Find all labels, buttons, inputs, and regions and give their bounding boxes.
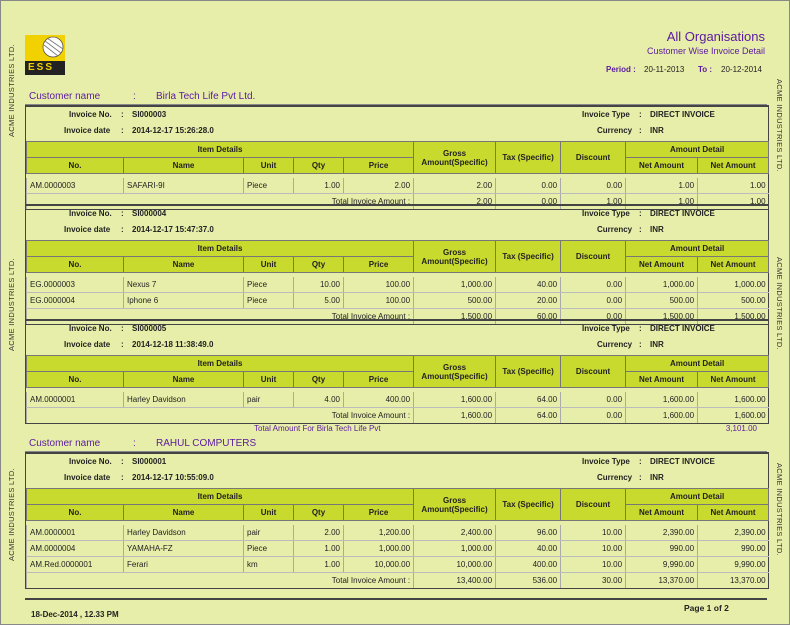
invoice-date-value: 2014-12-18 11:38:49.0 [132, 340, 214, 349]
cell-unit: Piece [244, 293, 294, 309]
cell-no: AM.Red.0000001 [27, 557, 124, 573]
cell-tax: 0.00 [496, 178, 561, 194]
colon: : [133, 91, 136, 102]
currency-label: Currency [597, 340, 633, 349]
total-discount: 0.00 [561, 309, 626, 325]
tax-header: Tax (Specific) [496, 356, 561, 388]
page-number: Page 1 of 2 [684, 603, 729, 613]
invoice-type-label: Invoice Type [582, 457, 630, 466]
invoice-no-value: SI000001 [132, 457, 167, 466]
customer-name-value: RAHUL COMPUTERS [156, 438, 257, 449]
cell-price: 100.00 [344, 277, 414, 293]
name-header: Name [124, 158, 244, 174]
cell-name: YAMAHA-FZ [124, 541, 244, 557]
cell-qty: 1.00 [294, 178, 344, 194]
cell-no: AM.0000001 [27, 525, 124, 541]
name-header: Name [124, 257, 244, 273]
total-tax: 64.00 [496, 408, 561, 424]
items-table [26, 488, 769, 588]
net-amount-header: Net Amount [626, 257, 698, 273]
cell-discount: 10.00 [561, 525, 626, 541]
total-tax: 0.00 [496, 194, 561, 210]
gross-header: Gross Amount(Specific) [414, 356, 496, 388]
customer-header [25, 437, 767, 452]
cell-gross: 2,400.00 [414, 525, 496, 541]
invoice-no-label: Invoice No. [69, 110, 112, 119]
side-text-right-1: ACME INDUSTRIES LTD. [775, 79, 784, 172]
unit-header: Unit [244, 158, 294, 174]
cell-no: AM.0000004 [27, 541, 124, 557]
cell-gross: 1,600.00 [414, 392, 496, 408]
cell-tax: 64.00 [496, 392, 561, 408]
total-discount: 0.00 [561, 408, 626, 424]
invoice-no-label: Invoice No. [69, 457, 112, 466]
amount-detail-header: Amount Detail [626, 241, 769, 257]
cell-net: 9,990.00 [698, 557, 769, 573]
colon: : [639, 473, 642, 482]
total-label: Total Invoice Amount : [27, 573, 414, 589]
item-details-header: Item Details [27, 489, 414, 505]
invoice-type-label: Invoice Type [582, 209, 630, 218]
invoice-no-value: SI000005 [132, 324, 167, 333]
total-discount: 30.00 [561, 573, 626, 589]
printed-date: 18-Dec-2014 , 12.33 PM [31, 610, 119, 619]
currency-label: Currency [597, 225, 633, 234]
cell-discount: 0.00 [561, 293, 626, 309]
table-row [27, 178, 769, 194]
items-table [26, 355, 769, 423]
cell-price: 100.00 [344, 293, 414, 309]
side-text-right-2: ACME INDUSTRIES LTD. [775, 257, 784, 350]
price-header: Price [344, 158, 414, 174]
cell-net: 1.00 [626, 178, 698, 194]
cell-net: 500.00 [698, 293, 769, 309]
logo-text: ESS [28, 62, 55, 73]
amount-detail-header: Amount Detail [626, 142, 769, 158]
total-gross: 1,600.00 [414, 408, 496, 424]
currency-label: Currency [597, 126, 633, 135]
colon: : [121, 225, 124, 234]
cell-discount: 0.00 [561, 392, 626, 408]
cell-net: 1,600.00 [698, 392, 769, 408]
unit-header: Unit [244, 505, 294, 521]
invoice-type-value: DIRECT INVOICE [650, 110, 715, 119]
total-gross: 13,400.00 [414, 573, 496, 589]
cell-net: 990.00 [698, 541, 769, 557]
invoice-block [25, 319, 769, 424]
total-net: 1,600.00 [626, 408, 698, 424]
total-tax: 60.00 [496, 309, 561, 325]
cell-net: 1.00 [698, 178, 769, 194]
report-title: All Organisations [666, 29, 765, 44]
colon: : [121, 209, 124, 218]
cell-qty: 10.00 [294, 277, 344, 293]
net-amount-header: Net Amount [626, 372, 698, 388]
table-row [27, 541, 769, 557]
colon: : [121, 457, 124, 466]
cell-gross: 1,000.00 [414, 277, 496, 293]
net-amount-header: Net Amount [626, 158, 698, 174]
table-row [27, 277, 769, 293]
cell-price: 10,000.00 [344, 557, 414, 573]
tax-header: Tax (Specific) [496, 241, 561, 273]
invoice-type-value: DIRECT INVOICE [650, 209, 715, 218]
cell-net: 1,000.00 [698, 277, 769, 293]
no-header: No. [27, 505, 124, 521]
side-text-left-1: ACME INDUSTRIES LTD. [7, 44, 16, 137]
grand-total-value: 3,101.00 [725, 424, 757, 433]
colon: : [121, 340, 124, 349]
currency-value: INR [650, 126, 664, 135]
colon: : [121, 473, 124, 482]
cell-net: 500.00 [626, 293, 698, 309]
colon: : [121, 110, 124, 119]
item-details-header: Item Details [27, 142, 414, 158]
cell-name: Ferari [124, 557, 244, 573]
net-amount-header: Net Amount [698, 257, 769, 273]
invoice-no-label: Invoice No. [69, 209, 112, 218]
cell-qty: 2.00 [294, 525, 344, 541]
tax-header: Tax (Specific) [496, 142, 561, 174]
cell-gross: 10,000.00 [414, 557, 496, 573]
invoice-date-value: 2014-12-17 10:55:09.0 [132, 473, 214, 482]
unit-header: Unit [244, 257, 294, 273]
customer-name-label: Customer name [29, 438, 101, 449]
total-label: Total Invoice Amount : [27, 309, 414, 325]
cell-name: Iphone 6 [124, 293, 244, 309]
invoice-date-label: Invoice date [64, 473, 111, 482]
cell-discount: 10.00 [561, 541, 626, 557]
net-amount-header: Net Amount [698, 372, 769, 388]
cell-net: 1,000.00 [626, 277, 698, 293]
total-row [27, 573, 769, 589]
item-details-header: Item Details [27, 241, 414, 257]
customer-header [25, 90, 767, 105]
unit-header: Unit [244, 372, 294, 388]
currency-value: INR [650, 340, 664, 349]
colon: : [121, 324, 124, 333]
cell-unit: Piece [244, 178, 294, 194]
amount-detail-header: Amount Detail [626, 489, 769, 505]
side-text-right-3: ACME INDUSTRIES LTD. [775, 463, 784, 556]
invoice-type-value: DIRECT INVOICE [650, 457, 715, 466]
cell-gross: 500.00 [414, 293, 496, 309]
total-net: 13,370.00 [698, 573, 769, 589]
side-text-left-3: ACME INDUSTRIES LTD. [7, 468, 16, 561]
discount-header: Discount [561, 142, 626, 174]
invoice-block [25, 452, 769, 589]
cell-tax: 40.00 [496, 541, 561, 557]
customer-name-value: Birla Tech Life Pvt Ltd. [156, 91, 256, 102]
table-row [27, 557, 769, 573]
cell-gross: 2.00 [414, 178, 496, 194]
name-header: Name [124, 372, 244, 388]
invoice-date-value: 2014-12-17 15:47:37.0 [132, 225, 214, 234]
invoice-block [25, 204, 769, 325]
cell-discount: 0.00 [561, 277, 626, 293]
currency-label: Currency [597, 473, 633, 482]
cell-name: SAFARI-9I [124, 178, 244, 194]
colon: : [639, 324, 642, 333]
total-net: 1.00 [698, 194, 769, 210]
cell-qty: 1.00 [294, 557, 344, 573]
gross-header: Gross Amount(Specific) [414, 241, 496, 273]
cell-net: 990.00 [626, 541, 698, 557]
cell-price: 2.00 [344, 178, 414, 194]
total-net: 1,500.00 [626, 309, 698, 325]
colon: : [639, 110, 642, 119]
period-label: Period : [606, 65, 636, 74]
cell-gross: 1,000.00 [414, 541, 496, 557]
cell-discount: 10.00 [561, 557, 626, 573]
no-header: No. [27, 257, 124, 273]
total-gross: 2.00 [414, 194, 496, 210]
colon: : [133, 438, 136, 449]
items-table [26, 240, 769, 324]
discount-header: Discount [561, 489, 626, 521]
price-header: Price [344, 372, 414, 388]
cell-unit: pair [244, 525, 294, 541]
invoice-no-value: SI000003 [132, 110, 167, 119]
cell-no: AM.0000003 [27, 178, 124, 194]
net-amount-header: Net Amount [626, 505, 698, 521]
qty-header: Qty [294, 505, 344, 521]
period-to: 20-12-2014 [721, 65, 762, 74]
side-text-left-2: ACME INDUSTRIES LTD. [7, 258, 16, 351]
discount-header: Discount [561, 241, 626, 273]
table-row [27, 392, 769, 408]
cell-net: 9,990.00 [626, 557, 698, 573]
no-header: No. [27, 158, 124, 174]
period-from: 20-11-2013 [644, 65, 685, 74]
cell-unit: pair [244, 392, 294, 408]
name-header: Name [124, 505, 244, 521]
no-header: No. [27, 372, 124, 388]
invoice-date-value: 2014-12-17 15:26:28.0 [132, 126, 214, 135]
cell-price: 400.00 [344, 392, 414, 408]
gross-header: Gross Amount(Specific) [414, 142, 496, 174]
cell-no: EG.0000003 [27, 277, 124, 293]
total-net: 13,370.00 [626, 573, 698, 589]
cell-price: 1,200.00 [344, 525, 414, 541]
colon: : [121, 126, 124, 135]
total-label: Total Invoice Amount : [27, 194, 414, 210]
invoice-block [25, 105, 769, 210]
qty-header: Qty [294, 158, 344, 174]
colon: : [639, 209, 642, 218]
price-header: Price [344, 257, 414, 273]
footer-divider [25, 598, 767, 600]
gross-header: Gross Amount(Specific) [414, 489, 496, 521]
net-amount-header: Net Amount [698, 505, 769, 521]
customer-name-label: Customer name [29, 91, 101, 102]
cell-no: EG.0000004 [27, 293, 124, 309]
cell-name: Harley Davidson [124, 525, 244, 541]
colon: : [639, 457, 642, 466]
discount-header: Discount [561, 356, 626, 388]
invoice-type-label: Invoice Type [582, 324, 630, 333]
tax-header: Tax (Specific) [496, 489, 561, 521]
cell-unit: Piece [244, 541, 294, 557]
cell-tax: 40.00 [496, 277, 561, 293]
cell-discount: 0.00 [561, 178, 626, 194]
cell-qty: 5.00 [294, 293, 344, 309]
total-discount: 1.00 [561, 194, 626, 210]
total-gross: 1,500.00 [414, 309, 496, 325]
cell-tax: 96.00 [496, 525, 561, 541]
total-net: 1,500.00 [698, 309, 769, 325]
grand-total-label: Total Amount For Birla Tech Life Pvt [254, 424, 381, 433]
cell-qty: 4.00 [294, 392, 344, 408]
cell-unit: Piece [244, 277, 294, 293]
invoice-type-label: Invoice Type [582, 110, 630, 119]
currency-value: INR [650, 225, 664, 234]
currency-value: INR [650, 473, 664, 482]
item-details-header: Item Details [27, 356, 414, 372]
table-row [27, 293, 769, 309]
cell-tax: 20.00 [496, 293, 561, 309]
cell-name: Harley Davidson [124, 392, 244, 408]
price-header: Price [344, 505, 414, 521]
total-row [27, 408, 769, 424]
cell-price: 1,000.00 [344, 541, 414, 557]
invoice-no-label: Invoice No. [69, 324, 112, 333]
amount-detail-header: Amount Detail [626, 356, 769, 372]
colon: : [639, 225, 642, 234]
cell-qty: 1.00 [294, 541, 344, 557]
items-table [26, 141, 769, 209]
cell-name: Nexus 7 [124, 277, 244, 293]
total-net: 1.00 [626, 194, 698, 210]
qty-header: Qty [294, 257, 344, 273]
invoice-type-value: DIRECT INVOICE [650, 324, 715, 333]
cell-tax: 400.00 [496, 557, 561, 573]
invoice-date-label: Invoice date [64, 340, 111, 349]
net-amount-header: Net Amount [698, 158, 769, 174]
total-label: Total Invoice Amount : [27, 408, 414, 424]
cell-unit: km [244, 557, 294, 573]
cell-net: 1,600.00 [626, 392, 698, 408]
period-to-label: To : [698, 65, 713, 74]
colon: : [639, 126, 642, 135]
qty-header: Qty [294, 372, 344, 388]
colon: : [639, 340, 642, 349]
report-subtitle: Customer Wise Invoice Detail [646, 46, 765, 56]
cell-no: AM.0000001 [27, 392, 124, 408]
total-tax: 536.00 [496, 573, 561, 589]
invoice-date-label: Invoice date [64, 126, 111, 135]
cell-net: 2,390.00 [626, 525, 698, 541]
invoice-no-value: SI000004 [132, 209, 167, 218]
total-net: 1,600.00 [698, 408, 769, 424]
invoice-date-label: Invoice date [64, 225, 111, 234]
table-row [27, 525, 769, 541]
cell-net: 2,390.00 [698, 525, 769, 541]
